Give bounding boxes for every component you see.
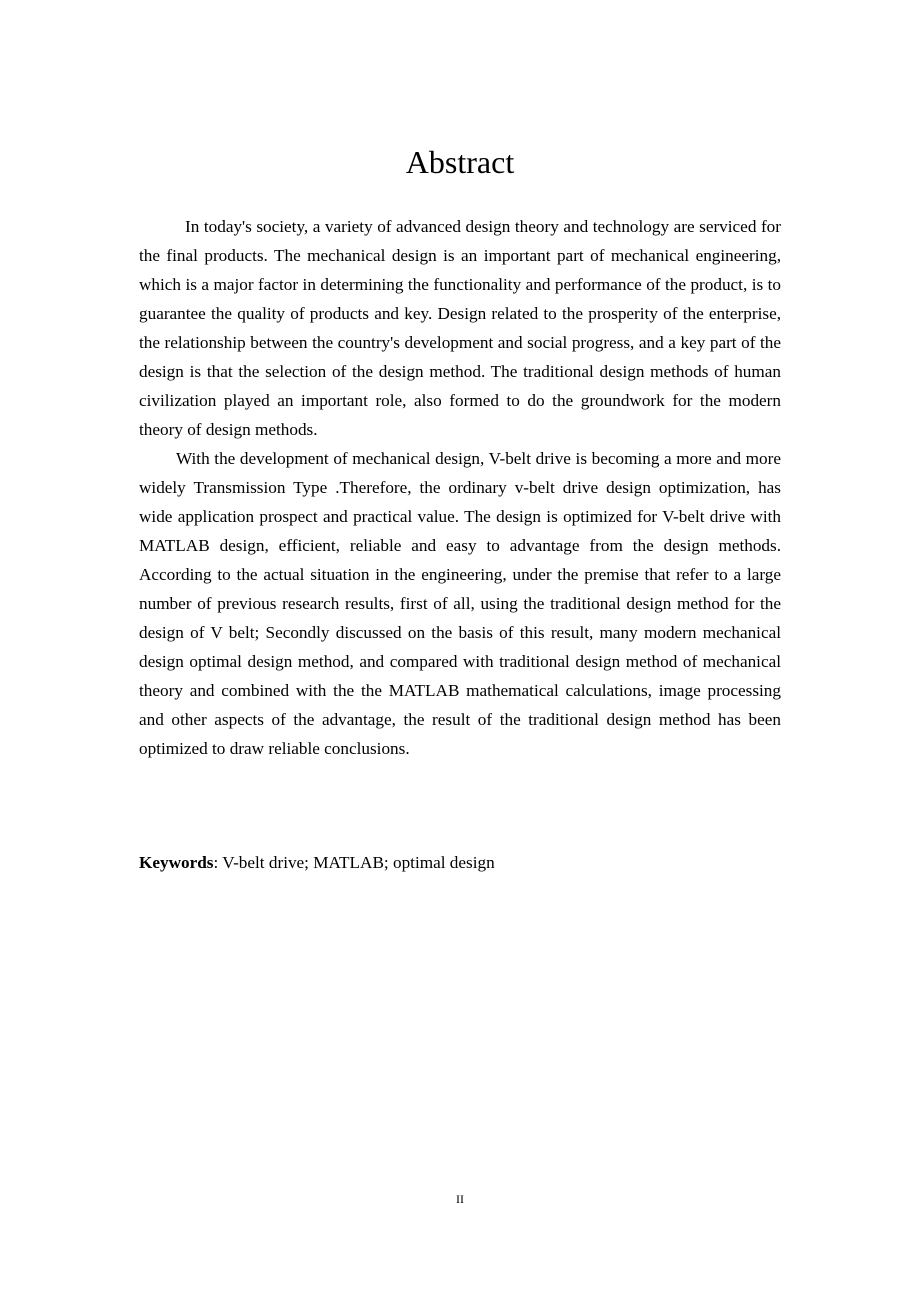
keywords-line (139, 848, 781, 877)
page-number: II (456, 1192, 464, 1206)
abstract-paragraph-1: In today's society, a variety of advanced design theory and technology are serviced for the final products. The mechanical design is an important part of mechanical engineering, which is a major factor in determining the functionality and performance of the product, is to guarantee the quality of products and key. Design related to the prosperity of the enterprise, the relationship between the country's development and social progress, and a key part of the design is that the selection of the design method. The traditional design methods of human civilization played an important role, also formed to do the groundwork for the modern theory of design methods. (139, 217, 781, 439)
abstract-paragraph-2: With the development of mechanical design, V-belt drive is becoming a more and more widely Transmission Type .Therefore, the ordinary v-belt drive design optimization, has wide application prospect and practical value. The design is optimized for V-belt drive with MATLAB design, efficient, reliable and easy to advantage from the design methods. According to the actual situation in the engineering, under the premise that refer to a large number of previous research results, first of all, using the traditional design method for the design of V belt; Secondly discussed on the basis of this result, many modern mechanical design optimal design method, and compared with traditional design method of mechanical theory and combined with the the MATLAB mathematical calculations, image processing and other aspects of the advantage, the result of the traditional design method has been optimized to draw reliable conclusions. (139, 449, 781, 758)
page-title: Abstract (405, 144, 515, 180)
keywords-label: Keywords (139, 853, 214, 872)
abstract-body (139, 212, 781, 763)
keywords-list: : V-belt drive; MATLAB; optimal design (213, 853, 495, 872)
